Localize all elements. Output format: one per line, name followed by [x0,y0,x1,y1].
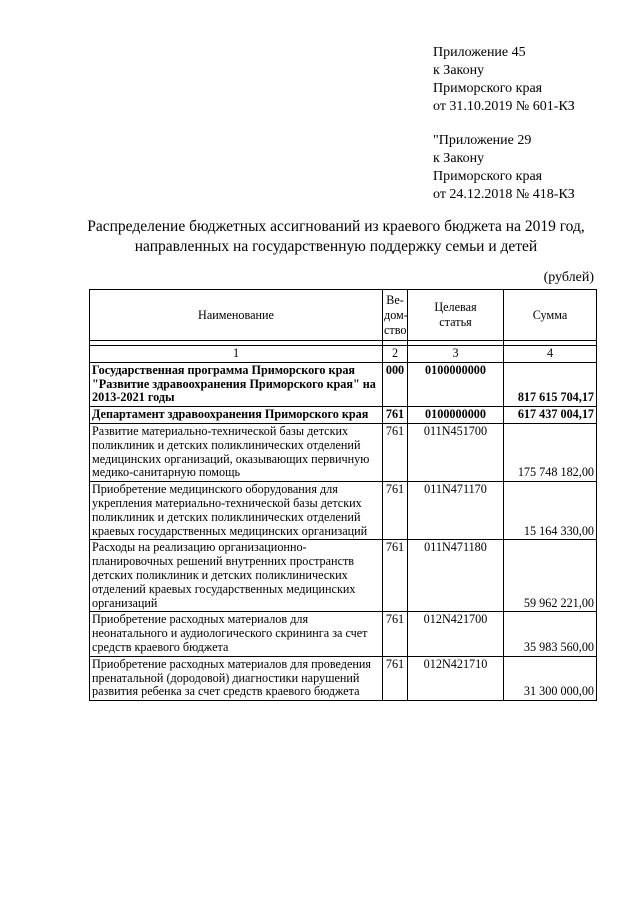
row-article: 012N421710 [408,656,504,700]
table-row [90,612,597,656]
ref-line: к Закону [433,63,485,78]
row-vedomstvo: 000 [383,362,408,406]
row-article: 011N471180 [408,540,504,612]
row-vedomstvo: 761 [383,482,408,540]
ref-line: Приложение 45 [433,45,526,60]
ref-line: "Приложение 29 [433,133,532,148]
row-article: 011N451700 [408,423,504,481]
table-row [90,407,597,424]
row-article: 0100000000 [408,362,504,406]
row-sum: 31 300 000,00 [504,656,597,700]
column-number: 2 [383,346,408,363]
row-name: Приобретение расходных материалов для неонатального и аудиологического скрининга за счет средств краевого бюджета [90,612,383,656]
header-sum: Сумма [504,290,597,341]
law-reference-block-2 [433,132,633,204]
document-title [40,217,632,257]
header-name: Наименование [90,290,383,341]
row-name: Развитие материально-технической базы детских поликлиник и детских поликлинических отделений медицинских организаций, оказывающих первичную медико-санитарную помощь [90,423,383,481]
column-number: 4 [504,346,597,363]
header-article [408,290,504,341]
row-article: 0100000000 [408,407,504,424]
row-sum: 35 983 560,00 [504,612,597,656]
title-line-2: направленных на государственную поддержку семьи и детей [134,238,538,255]
row-vedomstvo: 761 [383,407,408,424]
table-row [90,482,597,540]
row-name: Департамент здравоохранения Приморского края [90,407,383,424]
units-label: (рублей) [543,270,594,285]
budget-table [89,289,597,701]
row-sum: 15 164 330,00 [504,482,597,540]
header-text: дом- [384,307,408,322]
row-name: Приобретение расходных материалов для проведения пренатальной (дородовой) диагностики нарушений развития ребенка за счет средств краевого бюджета [90,656,383,700]
ref-line: от 24.12.2018 № 418-КЗ [433,187,575,202]
row-vedomstvo: 761 [383,423,408,481]
law-reference-block-1 [433,44,633,116]
table-row [90,540,597,612]
row-vedomstvo: 761 [383,540,408,612]
title-line-1: Распределение бюджетных ассигнований из краевого бюджета на 2019 год, [87,218,585,235]
row-article: 012N421700 [408,612,504,656]
table-header-row [90,290,597,341]
header-text: статья [439,315,472,329]
ref-line: от 31.10.2019 № 601-КЗ [433,99,575,114]
row-name: Государственная программа Приморского края "Развитие здравоохранения Приморского края" на 2013-2021 годы [90,362,383,406]
header-text: ство [384,322,407,337]
table-row [90,362,597,406]
row-name: Приобретение медицинского оборудования для укрепления материально-технической базы детских поликлиник и детских поликлинических отделений краевых государственных медицинских организаций [90,482,383,540]
header-text: Ве- [386,292,404,307]
header-vedomstvo [383,290,408,341]
table-row [90,423,597,481]
ref-line: Приморского края [433,81,543,96]
row-sum: 59 962 221,00 [504,540,597,612]
row-article: 011N471170 [408,482,504,540]
ref-line: Приморского края [433,169,543,184]
row-vedomstvo: 761 [383,656,408,700]
row-vedomstvo: 761 [383,612,408,656]
row-sum: 617 437 004,17 [504,407,597,424]
column-numbers-row [90,346,597,363]
column-number: 1 [90,346,383,363]
row-sum: 175 748 182,00 [504,423,597,481]
ref-line: к Закону [433,151,485,166]
row-sum: 817 615 704,17 [504,362,597,406]
header-text: Целевая [434,300,477,314]
table-row [90,656,597,700]
column-number: 3 [408,346,504,363]
row-name: Расходы на реализацию организационно-планировочных решений внутренних пространств детских поликлиник и детских поликлинических отделений краевых государственных медицинских организаций [90,540,383,612]
